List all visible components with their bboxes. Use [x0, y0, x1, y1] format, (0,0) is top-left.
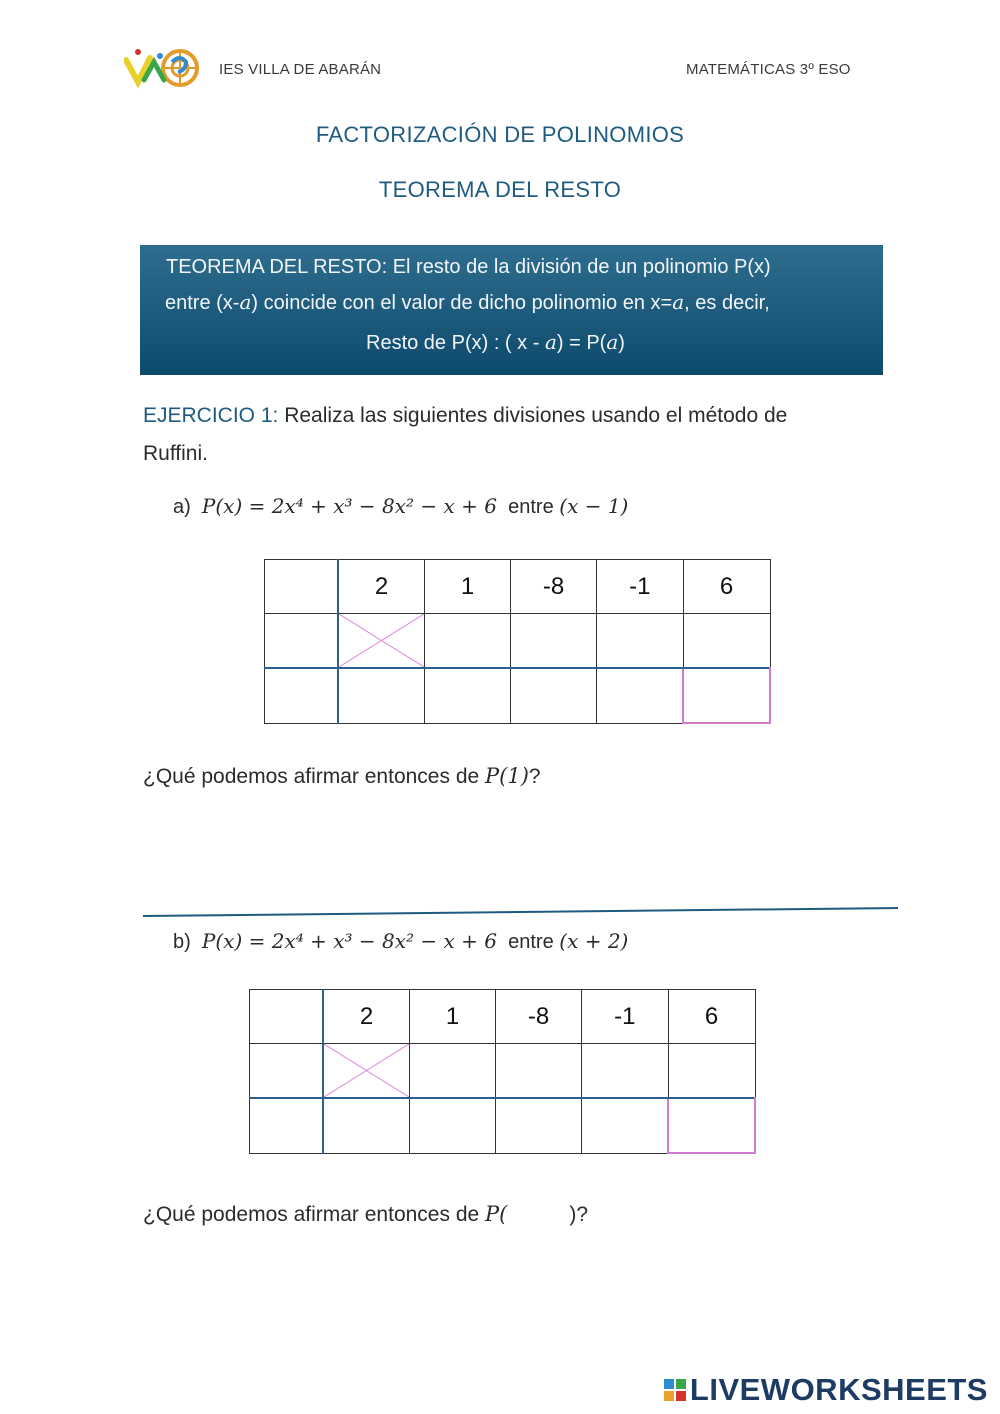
- exercise-label: EJERCICIO 1:: [143, 404, 279, 427]
- answer-input-cell[interactable]: [511, 668, 597, 723]
- answer-input-cell[interactable]: [425, 614, 511, 669]
- section-divider: [143, 905, 898, 917]
- coefficient-cell: -1: [597, 560, 684, 614]
- theorem-line-2: entre (x-a) coincide con el valor de dicho polinomio en x=a, es decir,: [165, 290, 770, 314]
- theorem-box: [140, 245, 883, 375]
- answer-input-cell[interactable]: [511, 614, 597, 669]
- theorem-line-1: TEOREMA DEL RESTO: El resto de la división de un polinomio P(x): [166, 256, 771, 278]
- divisor-cell[interactable]: [265, 560, 339, 614]
- page-title: FACTORIZACIÓN DE POLINOMIOS: [315, 122, 685, 147]
- crossed-cell: [323, 1044, 410, 1099]
- answer-input-cell[interactable]: [323, 1098, 410, 1153]
- cross-mark-icon: [324, 1044, 409, 1097]
- empty-cell: [250, 1098, 324, 1153]
- school-name: IES VILLA DE ABARÁN: [219, 61, 382, 78]
- part-a-statement: a) P(x) = 2x⁴ + x³ − 8x² − x + 6 entre (x − 1): [173, 494, 629, 518]
- empty-cell: [265, 614, 339, 669]
- answer-input-cell[interactable]: [582, 1098, 669, 1153]
- empty-cell: [265, 668, 339, 723]
- question-a: ¿Qué podemos afirmar entonces de P(1)?: [143, 764, 541, 788]
- answer-input-cell[interactable]: [597, 614, 684, 669]
- answer-input-cell[interactable]: [496, 1044, 582, 1099]
- coefficient-cell: -8: [511, 560, 597, 614]
- divisor-cell[interactable]: [250, 990, 324, 1044]
- answer-input-cell[interactable]: [668, 1044, 755, 1099]
- coefficient-cell: 6: [668, 990, 755, 1044]
- coefficient-cell: 1: [425, 560, 511, 614]
- school-logo: [124, 46, 202, 90]
- brand-badge-icon: [664, 1379, 686, 1401]
- answer-input-cell[interactable]: [597, 668, 684, 723]
- answer-input-cell[interactable]: [338, 668, 425, 723]
- crossed-cell: [338, 614, 425, 669]
- cross-mark-icon: [339, 614, 424, 667]
- answer-input-cell[interactable]: [496, 1098, 582, 1153]
- exercise-statement: EJERCICIO 1: Realiza las siguientes divisiones usando el método de Ruffini.: [143, 404, 788, 465]
- question-b: ¿Qué podemos afirmar entonces de P( )?: [143, 1202, 589, 1226]
- answer-input-cell[interactable]: [410, 1098, 496, 1153]
- answer-input-cell[interactable]: [425, 668, 511, 723]
- coefficient-cell: -1: [582, 990, 669, 1044]
- coefficient-cell: 2: [338, 560, 425, 614]
- coefficient-cell: -8: [496, 990, 582, 1044]
- part-b-statement: b) P(x) = 2x⁴ + x³ − 8x² − x + 6 entre (x + 2): [173, 929, 629, 953]
- answer-input-cell[interactable]: [683, 614, 770, 669]
- coefficient-cell: 2: [323, 990, 410, 1044]
- answer-input-cell[interactable]: [410, 1044, 496, 1099]
- coefficient-cell: 6: [683, 560, 770, 614]
- theorem-line-3: Resto de P(x) : ( x - a) = P(a): [366, 330, 625, 354]
- ruffini-table-b: [249, 989, 756, 1154]
- empty-cell: [250, 1044, 324, 1099]
- ruffini-table-a: [264, 559, 771, 724]
- page-subtitle: TEOREMA DEL RESTO: [378, 177, 622, 202]
- remainder-input-cell[interactable]: [683, 668, 770, 723]
- liveworksheets-logo: LIVEWORKSHEETS: [664, 1372, 988, 1408]
- coefficient-cell: 1: [410, 990, 496, 1044]
- subject-name: MATEMÁTICAS 3º ESO: [686, 61, 851, 78]
- answer-input-cell[interactable]: [582, 1044, 669, 1099]
- remainder-input-cell[interactable]: [668, 1098, 755, 1153]
